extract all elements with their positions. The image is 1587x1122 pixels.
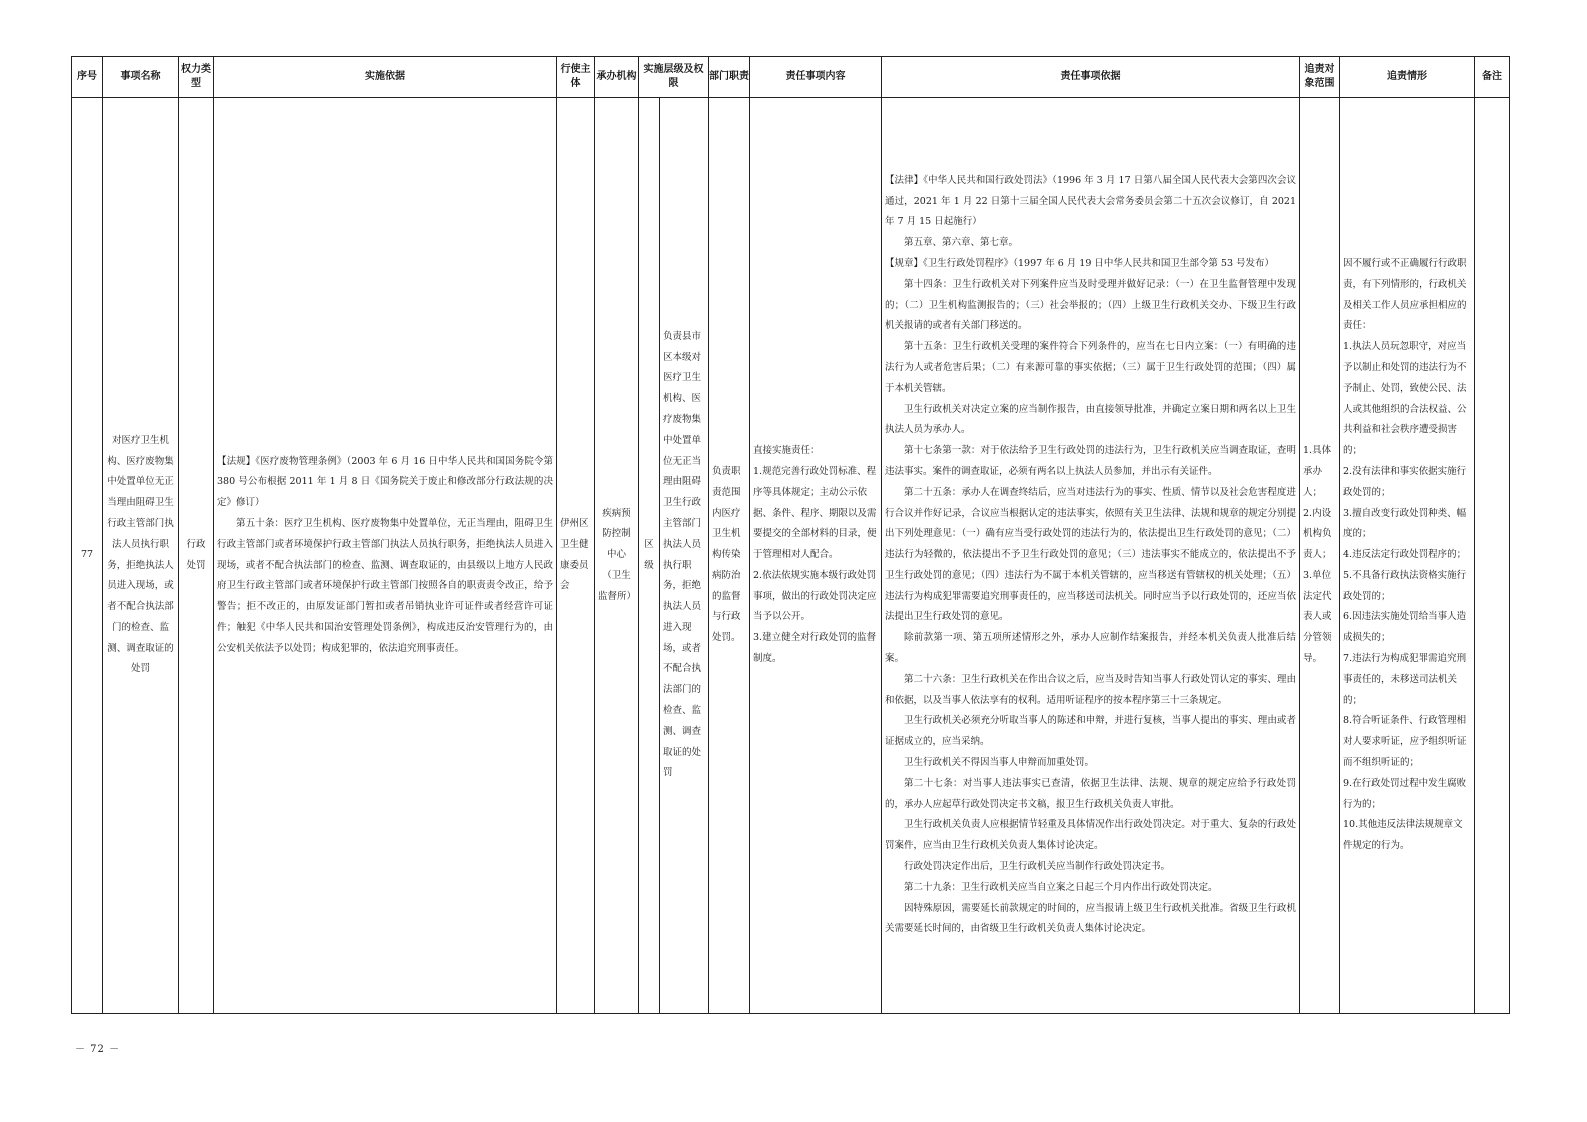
case-line: 9.在行政处罚过程中发生腐败行为的； [1343, 777, 1467, 810]
resp-basis-para: 第十五条：卫生行政机关受理的案件符合下列条件的，应当在七日内立案：（一）有明确的违法行为人或者危害后果；（二）有来源可靠的事实依据；（三）属于卫生行政处罚的范围；（四）属于本机关管辖。 [885, 341, 1296, 394]
case-line: 4.违反法定行政处罚程序的； [1343, 549, 1467, 561]
case-line: 5.不具备行政执法资格实施行政处罚的； [1343, 569, 1467, 602]
resp-basis-para: 因特殊原因，需要延长前款规定的时间的，应当报请上级卫生行政机关批准。省级卫生行政机关需要延长时间的，由省级卫生行政机关负责人集体讨论决定。 [885, 902, 1296, 935]
resp-basis-para: 第十四条：卫生行政机关对下列案件应当及时受理并做好记录：（一）在卫生监督管理中发现的；（二）卫生机构监测报告的；（三）社会举报的；（四）上级卫生行政机关交办、下级卫生行政机关报请的或者有关部门移送的。 [885, 278, 1296, 332]
case-line: 2.没有法律和事实依据实施行政处罚的； [1343, 465, 1467, 498]
cell-resp-content [750, 98, 882, 1014]
resp-content-line: 2.依法依规实施本级行政处罚事项，做出的行政处罚决定应当予以公开。 [753, 569, 877, 623]
resp-basis-para: 卫生行政机关必须充分听取当事人的陈述和申辩，并进行复核，当事人提出的事实、理由或者证据成立的，应当采纳。 [885, 715, 1296, 748]
header-level: 实施层级及权限 [639, 57, 709, 98]
cell-executor: 伊州区卫生健康委员会 [557, 98, 595, 1014]
case-line: 1.执法人员玩忽职守，对应当予以制止和处罚的违法行为不予制止、处罚，致使公民、法人或其他组织的合法权益、公共利益和社会秩序遭受损害的； [1343, 341, 1467, 457]
resp-basis-para: 【法律】《中华人民共和国行政处罚法》（1996 年 3 月 17 日第八届全国人民代表大会第四次会议通过，2021 年 1 月 22 日第十三届全国人民代表大会常务委员会第二十五次会议修订，自 2021 年 7 月 15 日起施行） [885, 174, 1296, 228]
header-resp-basis: 责任事项依据 [882, 57, 1300, 98]
resp-basis-para: 除前款第一项、第五项所述情形之外，承办人应制作结案报告，并经本机关负责人批准后结案。 [885, 632, 1296, 665]
scope-line: 3.单位法定代表人或分管领导。 [1303, 569, 1332, 665]
resp-basis-para: 卫生行政机关不得因当事人申辩而加重处罚。 [904, 757, 1095, 769]
resp-basis-para: 卫生行政机关负责人应根据情节轻重及具体情况作出行政处罚决定。对于重大、复杂的行政处罚案件，应当由卫生行政机关负责人集体讨论决定。 [885, 819, 1296, 852]
cell-accountability-cases [1340, 98, 1475, 1014]
scope-line: 2.内设机构负责人； [1303, 507, 1332, 561]
scope-line: 1.具体承办人； [1303, 445, 1332, 498]
page-number: － 72 － [75, 1044, 121, 1055]
case-line: 8.符合听证条件、行政管理相对人要求听证，应予组织听证而不组织听证的； [1343, 715, 1467, 769]
header-accountability-cases: 追责情形 [1340, 57, 1475, 98]
cell-level: 区级 [639, 98, 660, 1014]
header-power-type: 权力类型 [179, 57, 214, 98]
case-line: 因不履行或不正确履行行政职责，有下列情形的，行政机关及相关工作人员应承担相应的责任： [1343, 257, 1467, 332]
header-dept-duty: 部门职责 [709, 57, 750, 98]
cell-basis [214, 98, 557, 1014]
case-line: 7.违法行为构成犯罪需追究刑事责任的，未移送司法机关的； [1343, 653, 1467, 706]
cell-item-name: 对医疗卫生机构、医疗废物集中处置单位无正当理由阻碍卫生行政主管部门执法人员执行职务，拒绝执法人员进入现场，或者不配合执法部门的检查、监测、调查取证的处罚 [103, 98, 179, 1014]
resp-content-line: 1.规范完善行政处罚标准、程序等具体规定；主动公示依据、条件、程序、期限以及需要提交的全部材料的目录，便于管理相对人配合。 [753, 465, 877, 561]
responsibility-table [71, 56, 1510, 1014]
cell-power-type: 行政处罚 [179, 98, 214, 1014]
header-executor: 行使主体 [557, 57, 595, 98]
header-handler: 承办机构 [595, 57, 639, 98]
resp-basis-para: 第十七条第一款：对于依法给予卫生行政处罚的违法行为，卫生行政机关应当调查取证，查明违法事实。案件的调查取证，必须有两名以上执法人员参加，并出示有关证件。 [885, 445, 1296, 477]
resp-basis-para: 第二十五条：承办人在调查终结后，应当对违法行为的事实、性质、情节以及社会危害程度进行合议并作好记录，合议应当根据认定的违法事实，依照有关卫生法律、法规和规章的规定分别提出下列处理意见：（一）确有应当受行政处罚的违法行为的，依法提出卫生行政处罚的意见；（二）违法行为轻微的，依法提出不予卫生行政处罚的意见；（三）违法事实不能成立的，依法提出不予卫生行政处罚的意见；（四）违法行为不属于本机关管辖的，应当移送有管辖权的机关处理；（五）违法行为构成犯罪需要追究刑事责任的，应当移送司法机关。同时应当予以行政处罚的，还应当依法提出卫生行政处罚的意见。 [885, 486, 1296, 623]
resp-basis-para: 第二十七条：对当事人违法事实已查清，依据卫生法律、法规、规章的规定应给予行政处罚的，承办人应起草行政处罚决定书文稿，报卫生行政机关负责人审批。 [885, 777, 1296, 810]
header-row [72, 57, 1510, 98]
header-item-name: 事项名称 [103, 57, 179, 98]
case-line: 3.擅自改变行政处罚种类、幅度的； [1343, 507, 1467, 540]
resp-basis-para: 行政处罚决定作出后，卫生行政机关应当制作行政处罚决定书。 [904, 861, 1171, 873]
basis-article: 第五十条：医疗卫生机构、医疗废物集中处置单位，无正当理由，阻碍卫生行政主管部门或者环境保护行政主管部门执法人员执行职务，拒绝执法人员进入现场，或者不配合执法部门的检查、监测、调查取证的，由县级以上地方人民政府卫生行政主管部门或者环境保护行政主管部门按照各自的职责责令改正，给予警告；拒不改正的，由原发证部门暂扣或者吊销执业许可证件或者经营许可证件；触犯《中华人民共和国治安管理处罚条例》，构成违反治安管理行为的，由公安机关依法予以处罚；构成犯罪的，依法追究刑事责任。 [217, 517, 553, 654]
header-remarks: 备注 [1475, 57, 1510, 98]
cell-remarks [1475, 98, 1510, 1014]
resp-basis-para: 第二十九条：卫生行政机关应当自立案之日起三个月内作出行政处罚决定。 [904, 881, 1218, 893]
cell-resp-basis [882, 98, 1300, 1014]
cell-accountability-scope [1300, 98, 1340, 1014]
resp-basis-para: 第五章、第六章、第七章。 [904, 237, 1019, 249]
header-resp-content: 责任事项内容 [750, 57, 882, 98]
resp-basis-para: 【规章】《卫生行政处罚程序》（1997 年 6 月 19 日中华人民共和国卫生部令第 53 号发布） [885, 257, 1275, 269]
case-line: 10.其他违反法律法规规章文件规定的行为。 [1343, 819, 1463, 852]
resp-basis-para: 卫生行政机关对决定立案的应当制作报告，由直接领导批准，并确定立案日期和两名以上卫生执法人员为承办人。 [885, 403, 1296, 436]
cell-seq: 77 [72, 98, 103, 1014]
resp-basis-para: 第二十六条：卫生行政机关在作出合议之后，应当及时告知当事人行政处罚认定的事实、理由和依据，以及当事人依法享有的权利。适用听证程序的按本程序第三十三条规定。 [885, 673, 1296, 706]
table-row [72, 98, 1510, 1014]
cell-handler: 疾病预防控制中心（卫生监督所） [595, 98, 639, 1014]
header-seq: 序号 [72, 57, 103, 98]
resp-content-line: 3.建立健全对行政处罚的监督制度。 [753, 632, 877, 665]
header-accountability-scope: 追责对象范围 [1300, 57, 1340, 98]
resp-content-line: 直接实施责任： [753, 445, 820, 457]
case-line: 6.因违法实施处罚给当事人造成损失的； [1343, 611, 1467, 644]
header-basis: 实施依据 [214, 57, 557, 98]
cell-dept-duty: 负责职责范围内医疗卫生机构传染病防治的监督与行政处罚。 [709, 98, 750, 1014]
cell-authority: 负责县市区本级对医疗卫生机构、医疗废物集中处置单位无正当理由阻碍卫生行政主管部门执法人员执行职务，拒绝执法人员进入现场，或者不配合执法部门的检查、监测、调查取证的处罚 [660, 98, 709, 1014]
basis-title: 【法规】《医疗废物管理条例》（2003 年 6 月 16 日中华人民共和国国务院令第 380 号公布根据 2011 年 1 月 8 日《国务院关于废止和修改部分行政法规的决定》修订） [217, 455, 553, 509]
